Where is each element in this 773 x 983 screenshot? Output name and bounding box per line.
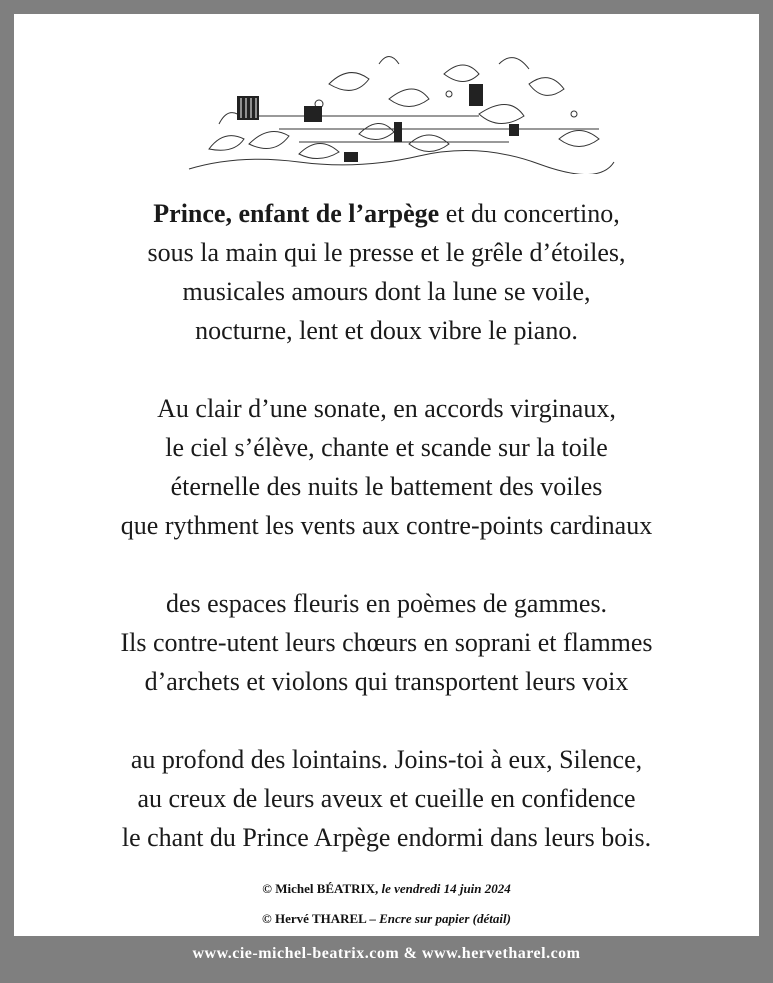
stanza-1: [14, 194, 759, 350]
author-credit: [14, 874, 759, 904]
stanza-3: [14, 584, 759, 701]
poem-line: Ils contre-utent leurs chœurs en soprani et flammes: [120, 628, 653, 657]
poem: [14, 194, 759, 896]
poem-line: le ciel s’élève, chante et scande sur la toile: [165, 433, 608, 462]
stanza-2: [14, 389, 759, 545]
poem-line: que rythment les vents aux contre-points cardinaux: [120, 511, 653, 540]
artist-name: © Hervé THAREL –: [262, 911, 376, 926]
poem-line-rest: et du concertino,: [439, 199, 620, 228]
poem-line: Au clair d’une sonate, en accords virginaux,: [157, 394, 616, 423]
page-sheet: [14, 14, 759, 936]
footer-websites: www.cie-michel-beatrix.com & www.hervetharel.com: [192, 945, 581, 962]
poem-line: des espaces fleuris en poèmes de gammes.: [165, 589, 608, 618]
poem-line: au profond des lointains. Joins-toi à eux, Silence,: [130, 745, 643, 774]
poem-date: le vendredi 14 juin 2024: [381, 881, 511, 896]
artist-credit: [14, 904, 759, 934]
poem-line: sous la main qui le presse et le grêle d’étoiles,: [147, 238, 626, 267]
poem-line: [14, 194, 759, 233]
poem-line: au creux de leurs aveux et cueille en confidence: [137, 784, 636, 813]
author-name: © Michel BÉATRIX,: [262, 881, 379, 896]
poem-line: nocturne, lent et doux vibre le piano.: [195, 316, 578, 345]
poem-line: éternelle des nuits le battement des voiles: [170, 472, 603, 501]
poem-line: d’archets et violons qui transportent leurs voix: [144, 667, 629, 696]
ink-drawing-illustration: [179, 44, 619, 174]
poem-line: le chant du Prince Arpège endormi dans leurs bois.: [121, 823, 652, 852]
credits: [14, 874, 759, 934]
stanza-4: [14, 740, 759, 857]
poem-line: musicales amours dont la lune se voile,: [182, 277, 591, 306]
artwork-caption: Encre sur papier (détail): [379, 911, 511, 926]
poem-line-title-bold: Prince, enfant de l’arpège: [153, 199, 440, 228]
